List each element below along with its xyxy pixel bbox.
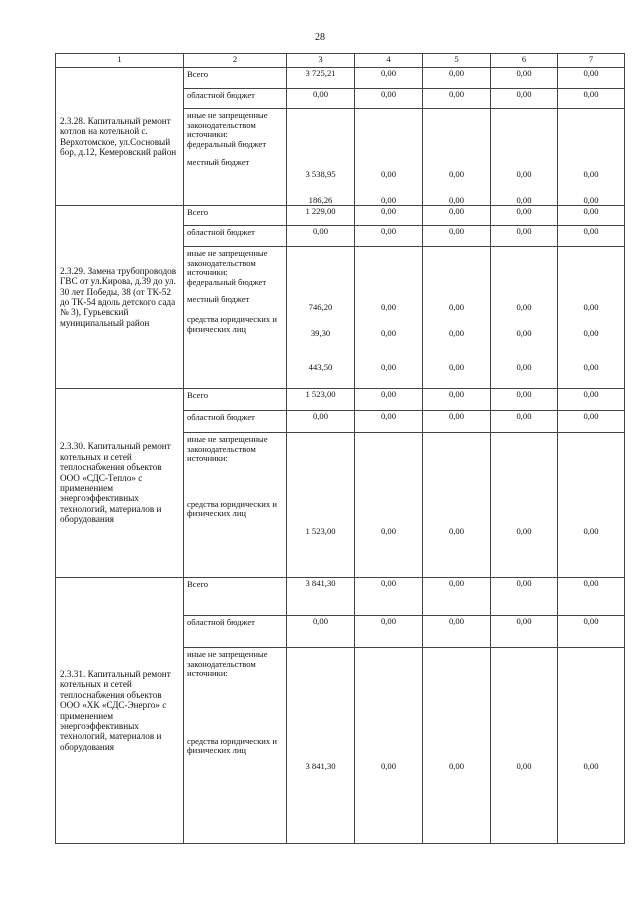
zero-value: 0,00 xyxy=(380,362,397,372)
value-cell: 0,00 xyxy=(287,411,355,433)
value-cell: 0,00 xyxy=(491,411,558,433)
item-name: 2.3.31. Капитальный ремонт котельных и сетей теплоснабжения объектов ООО «ХК «СДС-Энерго» с применением энергоэффективных технологий, материалов и оборудования xyxy=(56,578,184,844)
zero-value: 0,00 xyxy=(583,195,599,205)
value-cell: 0,00 xyxy=(287,226,355,247)
source-regional: областной бюджет xyxy=(184,89,287,109)
value-cell: 0,00 xyxy=(423,411,491,433)
zero-value: 0,00 xyxy=(448,328,465,338)
value-cell: 0,00 xyxy=(355,433,423,578)
zero-value: 0,00 xyxy=(380,169,397,179)
value-cell: 3 841,30 xyxy=(287,648,355,844)
value-cell: 0,00 xyxy=(355,648,423,844)
zero-value: 0,00 xyxy=(583,169,599,179)
item-name: 2.3.30. Капитальный ремонт котельных и сетей теплоснабжения объектов ООО «СДС-Тепло» с применением энергоэффективных технологий, материалов и оборудования xyxy=(56,389,184,578)
zero-value: 0,00 xyxy=(583,362,599,372)
value-cell: 0,00 xyxy=(491,226,558,247)
value-cell xyxy=(287,109,355,206)
local-value: 186,26 xyxy=(308,195,333,205)
table-row xyxy=(56,389,625,411)
value-cell: 0,00 xyxy=(491,206,558,226)
value-cell: 0,00 xyxy=(491,433,558,578)
value-cell: 0,00 xyxy=(355,389,423,411)
col-header: 1 xyxy=(56,54,184,68)
value-cell: 0,00 xyxy=(558,389,625,411)
value-cell xyxy=(355,109,423,206)
table-row xyxy=(56,578,625,616)
value-cell: 0,00 xyxy=(491,648,558,844)
value-cell: 0,00 xyxy=(423,648,491,844)
source-regional: областной бюджет xyxy=(184,226,287,247)
value-cell: 3 725,21 xyxy=(287,68,355,89)
source-local: местный бюджет xyxy=(187,157,250,168)
zero-value: 0,00 xyxy=(583,302,599,312)
value-cell: 0,00 xyxy=(287,89,355,109)
value-cell: 0,00 xyxy=(355,226,423,247)
value-cell: 0,00 xyxy=(558,578,625,616)
value-cell: 0,00 xyxy=(355,616,423,648)
source-legal: средства юридических и физических лиц xyxy=(187,498,280,519)
value-cell: 0,00 xyxy=(558,411,625,433)
value-cell xyxy=(558,247,625,389)
value-cell: 0,00 xyxy=(491,68,558,89)
zero-value: 0,00 xyxy=(516,302,532,312)
col-header: 6 xyxy=(491,54,558,68)
value-cell: 0,00 xyxy=(355,68,423,89)
source-breakdown xyxy=(184,247,287,389)
col-header: 3 xyxy=(287,54,355,68)
value-cell: 0,00 xyxy=(423,433,491,578)
value-cell: 3 841,30 xyxy=(287,578,355,616)
source-local: местный бюджет xyxy=(187,294,250,305)
page-number: 28 xyxy=(315,32,325,43)
col-header: 4 xyxy=(355,54,423,68)
value-cell xyxy=(355,247,423,389)
source-federal: федеральный бюджет xyxy=(187,138,267,149)
value-cell: 0,00 xyxy=(423,206,491,226)
zero-value: 0,00 xyxy=(448,169,465,179)
budget-table xyxy=(55,53,625,844)
value-cell: 0,00 xyxy=(423,226,491,247)
source-federal: федеральный бюджет xyxy=(187,276,267,287)
source-other: иные не запрещенные законодательством источники: xyxy=(187,248,270,278)
value-cell: 0,00 xyxy=(558,206,625,226)
value-cell: 0,00 xyxy=(558,68,625,89)
value-cell: 0,00 xyxy=(423,89,491,109)
zero-value: 0,00 xyxy=(448,302,465,312)
table-row xyxy=(56,68,625,89)
value-cell: 0,00 xyxy=(287,616,355,648)
zero-value: 0,00 xyxy=(380,195,397,205)
value-cell xyxy=(491,247,558,389)
source-breakdown xyxy=(184,109,287,206)
value-cell xyxy=(287,247,355,389)
value-cell: 0,00 xyxy=(355,411,423,433)
source-breakdown xyxy=(184,648,287,844)
value-cell: 1 229,00 xyxy=(287,206,355,226)
value-cell: 0,00 xyxy=(558,648,625,844)
value-cell xyxy=(423,109,491,206)
local-value: 39,30 xyxy=(310,328,331,338)
federal-value: 746,20 xyxy=(308,302,333,312)
value-cell: 1 523,00 xyxy=(287,389,355,411)
value-cell: 0,00 xyxy=(355,206,423,226)
source-legal: средства юридических и физических лиц xyxy=(187,735,280,756)
source-total: Всего xyxy=(184,206,287,226)
value-cell: 0,00 xyxy=(423,578,491,616)
source-other: иные не запрещенные законодательством источники: xyxy=(187,434,270,464)
value-cell: 1 523,00 xyxy=(287,433,355,578)
value-cell: 0,00 xyxy=(558,226,625,247)
zero-value: 0,00 xyxy=(380,302,397,312)
item-name: 2.3.28. Капитальный ремонт котлов на котельной с. Верхотомское, ул.Сосновый бор, д.12, Кемеровский район xyxy=(56,68,184,206)
zero-value: 0,00 xyxy=(448,362,465,372)
zero-value: 0,00 xyxy=(583,328,599,338)
value-cell: 0,00 xyxy=(558,616,625,648)
source-regional: областной бюджет xyxy=(184,411,287,433)
header-row xyxy=(56,54,625,68)
zero-value: 0,00 xyxy=(516,169,532,179)
federal-value: 3 538,95 xyxy=(305,169,336,179)
zero-value: 0,00 xyxy=(448,195,465,205)
zero-value: 0,00 xyxy=(516,328,532,338)
col-header: 7 xyxy=(558,54,625,68)
value-cell xyxy=(558,109,625,206)
value-cell: 0,00 xyxy=(491,616,558,648)
value-cell: 0,00 xyxy=(491,389,558,411)
value-cell: 0,00 xyxy=(558,433,625,578)
value-cell: 0,00 xyxy=(423,389,491,411)
legal-value: 443,50 xyxy=(308,362,333,372)
col-header: 5 xyxy=(423,54,491,68)
value-cell: 0,00 xyxy=(355,578,423,616)
source-other: иные не запрещенные законодательством источники: xyxy=(187,110,270,140)
value-cell: 0,00 xyxy=(423,616,491,648)
source-total: Всего xyxy=(184,578,287,616)
value-cell: 0,00 xyxy=(423,68,491,89)
value-cell: 0,00 xyxy=(491,578,558,616)
value-cell: 0,00 xyxy=(558,89,625,109)
source-regional: областной бюджет xyxy=(184,616,287,648)
zero-value: 0,00 xyxy=(516,195,532,205)
table-row xyxy=(56,206,625,226)
col-header: 2 xyxy=(184,54,287,68)
value-cell: 0,00 xyxy=(491,89,558,109)
value-cell: 0,00 xyxy=(355,89,423,109)
source-breakdown xyxy=(184,433,287,578)
source-total: Всего xyxy=(184,68,287,89)
source-total: Всего xyxy=(184,389,287,411)
value-cell xyxy=(491,109,558,206)
source-legal: средства юридических и физических лиц xyxy=(187,313,280,334)
item-name: 2.3.29. Замена трубопроводов ГВС от ул.Кирова, д.39 до ул. 30 лет Победы, 38 (от ТК-52 до ТК-54 вдоль детского сада № 3), Гурьевский муниципальный район xyxy=(56,206,184,389)
zero-value: 0,00 xyxy=(516,362,532,372)
source-other: иные не запрещенные законодательством источники: xyxy=(187,649,270,679)
zero-value: 0,00 xyxy=(380,328,397,338)
value-cell xyxy=(423,247,491,389)
